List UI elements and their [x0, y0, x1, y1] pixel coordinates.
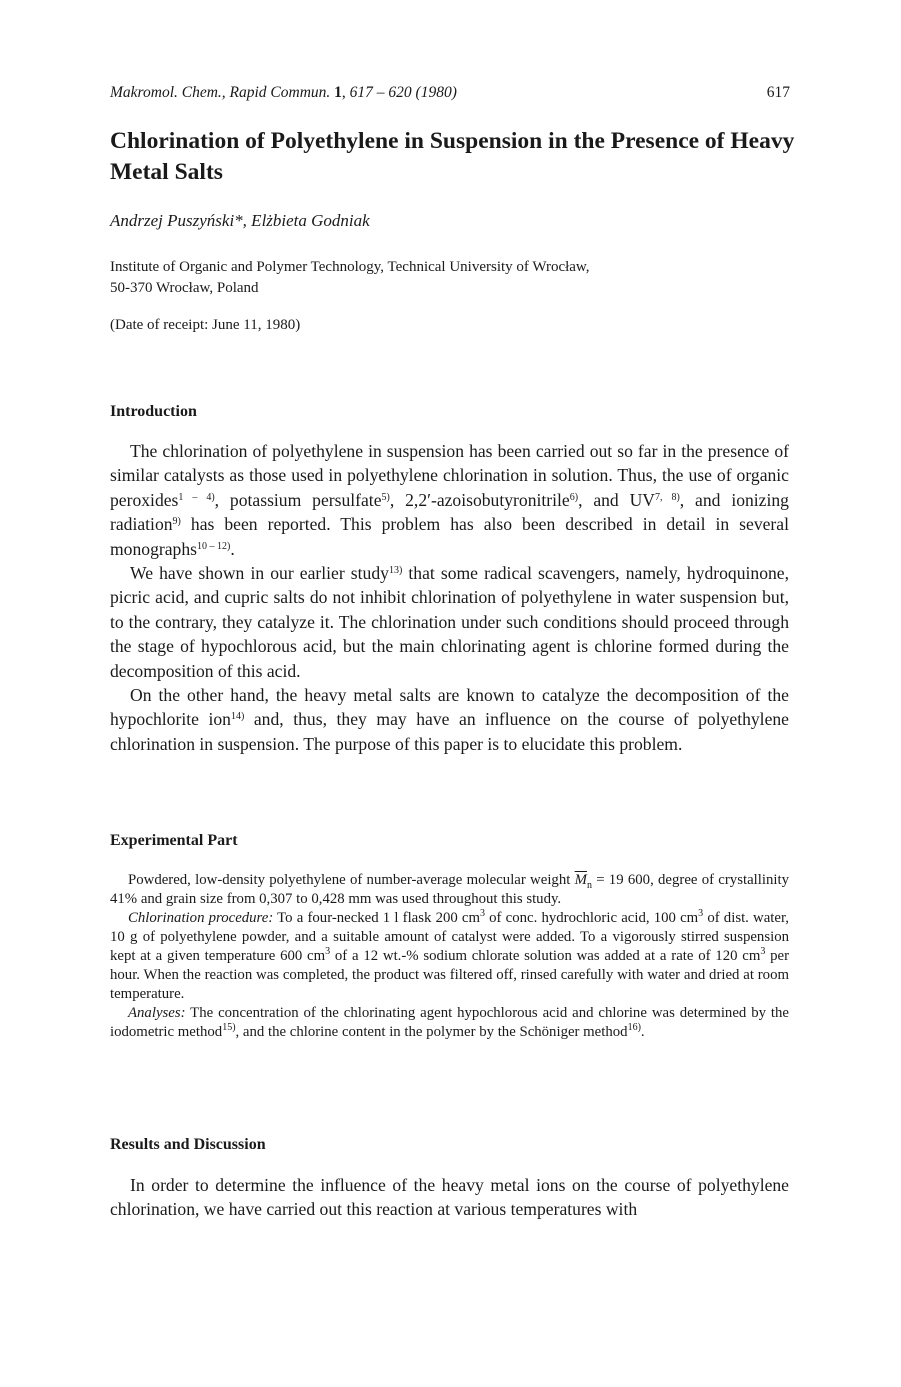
reference-marker: 13) — [388, 565, 403, 577]
paragraph: Chlorination procedure: To a four-necked 1 l flask 200 $cm^3$ of conc. hydrochloric acid, 100 $cm^3$ of dist. water, 10 g of polyethylene powder, and a suitable amount of catalyst were added. To a vigorously stirred suspension kept at a given temperature 600 $cm^3$ of a 12 wt.-% sodium chlorate solution was added at a rate of 120 $cm^3$ per hour. When the reaction was completed, the product was filtered off, rinsed carefully with water and dried at room temperature. — [110, 908, 790, 1002]
paragraph: In order to determine the influence of the heavy metal ions on the course of polyethylene chlorination, we have carried out this reaction at various temperatures with — [110, 1175, 789, 1220]
paragraph: Analyses: The concentration of the chlorinating agent hypochlorous acid and chlorine was determined by the iodometric method$^{15)}$, and the chlorine content in the polymer by the Schöniger method$^{16)}$. — [110, 1005, 789, 1040]
paragraph: On the other hand, the heavy metal salts are known to catalyze the decomposition of the hypochlorite ion$^{14)}$ and, thus, they may have an influence on the course of polyethylene chlorination in suspension. The purpose of this paper is to elucidate this problem. — [110, 685, 789, 754]
receipt-date: (Date of receipt: June 11, 1980) — [110, 317, 301, 333]
page-number: 617 — [766, 84, 790, 101]
paragraph: The chlorination of polyethylene in suspension has been carried out so far in the presence of similar catalysts as those used in polyethylene chlorination in solution. Thus, the use of organic peroxides$^{1 - 4)}$, potassium persulfate$^{5)}$, 2,2′-azoisobutyronitrile$^{6)}$, and UV$^{7, 8)}$, and ionizing radiation$^{9)}$ has been reported. This problem has also been described in detail in several monographs$^{10 - 12)}$. — [110, 441, 789, 559]
affiliation — [110, 257, 790, 299]
reference-marker: 7, 8) — [655, 491, 680, 503]
reference-marker: 16) — [627, 1022, 641, 1033]
math-subscript: n — [586, 879, 592, 891]
reference-marker: 5) — [381, 491, 390, 503]
section-heading-introduction: Introduction — [110, 403, 197, 420]
section-heading-results: Results and Discussion — [110, 1136, 266, 1153]
running-header: Makromol. Chem., Rapid Commun. 1, 617 – 620 (1980) 617 — [110, 84, 790, 101]
reference-marker: 10 – 12) — [196, 540, 231, 552]
paper-title: Chlorination of Polyethylene in Suspension in the Presence of Heavy Metal Salts — [110, 128, 795, 185]
paragraph-label: Chlorination procedure: — [128, 910, 274, 926]
reference-marker: 9) — [172, 516, 181, 528]
experimental-body — [110, 871, 789, 1042]
author-list: Andrzej Puszyński*, Elżbieta Godniak — [110, 211, 370, 230]
paragraph: We have shown in our earlier study$^{13)}$ that some radical scavengers, namely, hydroquinone, picric acid, and cupric salts do not inhibit chlorination of polyethylene in water suspension but, to the contrary, they catalyze it. The chlorination under such conditions should proceed through the stage of hypochlorous acid, but the main chlorinating agent is chlorine formed during the decomposition of this acid. — [110, 563, 789, 681]
introduction-body — [110, 439, 789, 756]
results-body — [110, 1173, 789, 1222]
reference-marker: 15) — [222, 1022, 236, 1033]
affiliation-line: 50-370 Wrocław, Poland — [110, 280, 259, 296]
reference-marker: 6) — [569, 491, 579, 503]
journal-volume: 1 — [334, 84, 342, 101]
journal-name: Makromol. Chem., Rapid Commun. — [110, 84, 331, 101]
section-heading-experimental: Experimental Part — [110, 832, 238, 849]
affiliation-line: Institute of Organic and Polymer Technology, Technical University of Wrocław, — [110, 259, 590, 275]
reference-marker: 14) — [230, 711, 245, 723]
journal-pages-year: 617 – 620 (1980) — [349, 84, 457, 101]
paragraph-label: Analyses: — [128, 1005, 186, 1021]
math-symbol: $\overline{M}$ — [574, 872, 587, 888]
reference-marker: 1 – 4) — [178, 491, 215, 503]
paragraph: Powdered, low-density polyethylene of number-average molecular weight $\overline{M}_n = 19$ 600, degree of crystallinity 41% and grain size from 0,307 to 0,428 mm was used throughout this study. — [110, 872, 789, 907]
